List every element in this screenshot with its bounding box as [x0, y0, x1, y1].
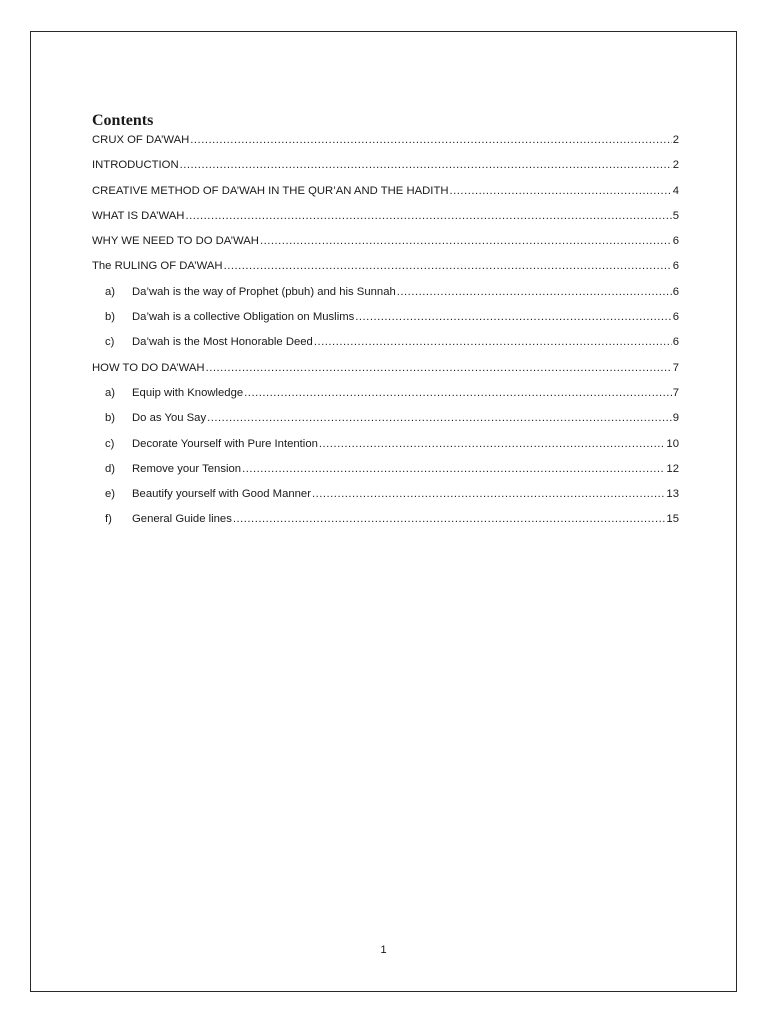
toc-dot-leader — [319, 436, 666, 453]
toc-subentry[interactable] — [92, 410, 679, 435]
toc-entry-label: Da’wah is the way of Prophet (pbuh) and his Sunnah — [132, 285, 396, 298]
toc-entry-page: 4 — [672, 184, 679, 197]
toc-dot-leader — [207, 410, 672, 427]
toc-entry-page: 10 — [666, 437, 679, 450]
toc-dot-leader — [233, 511, 666, 528]
toc-dot-leader — [355, 309, 671, 326]
toc-entry-page: 2 — [672, 134, 679, 146]
toc-entry[interactable] — [92, 233, 679, 258]
toc-entry-label: CREATIVE METHOD OF DA’WAH IN THE QUR’AN AND THE HADITH — [92, 184, 449, 197]
toc-dot-leader — [242, 461, 665, 478]
toc-dot-leader — [450, 183, 672, 200]
toc-dot-leader — [190, 132, 671, 149]
toc-entry-label: Do as You Say — [132, 412, 207, 425]
toc-subentry[interactable] — [92, 486, 679, 511]
toc-entry-label: The RULING OF DA’WAH — [92, 260, 223, 273]
toc-entry-page: 13 — [666, 488, 679, 501]
toc-entry-page: 9 — [672, 412, 679, 425]
toc-entry-label: WHY WE NEED TO DO DA’WAH — [92, 235, 259, 248]
toc-entry-marker: a) — [105, 285, 116, 298]
document-page — [30, 31, 737, 992]
toc-entry-page: 6 — [672, 311, 679, 324]
toc-subentry[interactable] — [92, 511, 679, 536]
toc-entry[interactable] — [92, 258, 679, 283]
toc-entry-marker: a) — [105, 386, 116, 399]
toc-entry-label: WHAT IS DA’WAH — [92, 209, 185, 222]
toc-dot-leader — [397, 284, 672, 301]
toc-entry-label: Beautify yourself with Good Manner — [132, 488, 311, 501]
toc-entry-label: Remove your Tension — [132, 462, 242, 475]
toc-entry[interactable] — [92, 360, 679, 385]
toc-entry-label: INTRODUCTION — [92, 159, 179, 172]
toc-dot-leader — [180, 157, 672, 174]
toc-dot-leader — [185, 208, 671, 225]
toc-entry-marker: b) — [105, 412, 116, 425]
toc-dot-leader — [206, 360, 672, 377]
toc-entry-page: 6 — [672, 260, 679, 273]
toc-entry[interactable] — [92, 132, 679, 157]
toc-entry-page: 6 — [672, 336, 679, 349]
toc-entry-label: Equip with Knowledge — [132, 386, 244, 399]
toc-entry-page: 5 — [672, 209, 679, 222]
toc-subentry[interactable] — [92, 461, 679, 486]
toc-dot-leader — [312, 486, 665, 503]
toc-entry-marker: d) — [105, 462, 116, 475]
toc-entry-page: 15 — [666, 513, 679, 526]
toc-entry-page: 6 — [672, 235, 679, 248]
toc-entry-label: Decorate Yourself with Pure Intention — [132, 437, 318, 450]
toc-entry-label: CRUX OF DA’WAH — [92, 134, 190, 146]
toc-entry-page: 2 — [672, 159, 679, 172]
toc-dot-leader — [314, 334, 672, 351]
toc-entry-page: 7 — [672, 361, 679, 374]
toc-entry-page: 7 — [672, 386, 679, 399]
toc-entry[interactable] — [92, 183, 679, 208]
toc-entry-page: 6 — [672, 285, 679, 298]
toc-entry-label: Da’wah is a collective Obligation on Muslims — [132, 311, 355, 324]
toc-entry-marker: c) — [105, 437, 115, 450]
toc-subentry[interactable] — [92, 309, 679, 334]
toc-entry[interactable] — [92, 208, 679, 233]
toc-dot-leader — [224, 258, 672, 275]
toc-subentry[interactable] — [92, 334, 679, 359]
page-number: 1 — [380, 944, 387, 956]
toc-dot-leader — [244, 385, 672, 402]
toc-entry-label: HOW TO DO DA’WAH — [92, 361, 205, 374]
table-of-contents — [92, 111, 679, 537]
toc-subentry[interactable] — [92, 385, 679, 410]
toc-title: Contents — [92, 112, 154, 129]
toc-subentry[interactable] — [92, 284, 679, 309]
toc-entry-marker: e) — [105, 488, 116, 501]
toc-entry-label: General Guide lines — [132, 513, 232, 526]
toc-entry-label: Da’wah is the Most Honorable Deed — [132, 336, 313, 349]
toc-entry-page: 12 — [666, 462, 679, 475]
toc-entry-marker: b) — [105, 311, 116, 324]
toc-entry-marker: f) — [105, 513, 112, 526]
toc-dot-leader — [260, 233, 672, 250]
toc-entry-marker: c) — [105, 336, 115, 349]
toc-entry[interactable] — [92, 157, 679, 182]
toc-subentry[interactable] — [92, 436, 679, 461]
